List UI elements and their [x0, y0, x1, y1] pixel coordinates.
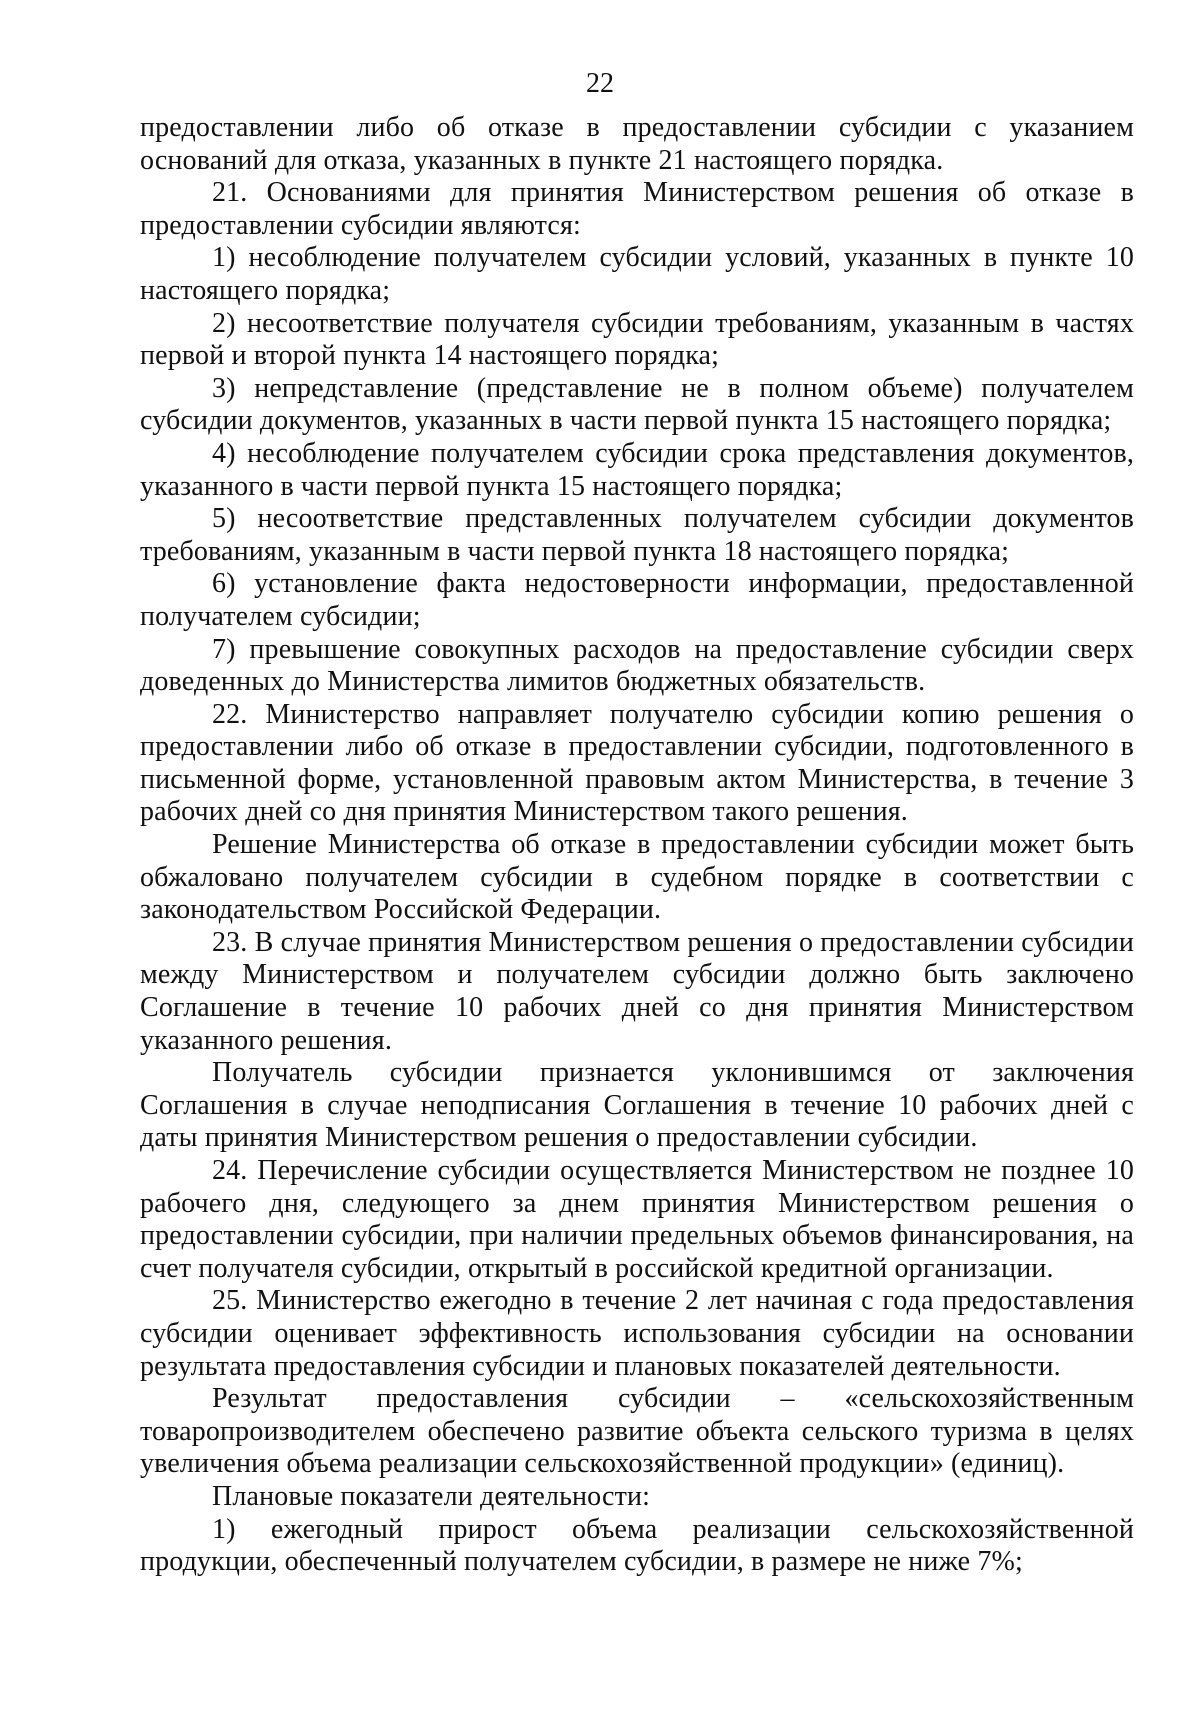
paragraph: 2) несоответствие получателя субсидии требованиям, указанным в частях первой и второй пункта 14 настоящего порядка;: [140, 307, 1134, 372]
paragraph: 6) установление факта недостоверности информации, предоставленной получателем субсидии;: [140, 568, 1134, 632]
paragraph: 22. Министерство направляет получателю субсидии копию решения о предоставлении либо об отказе в предоставлении субсидии, подготовленного в письменной форме, установленной правовым актом Министерства, в течение 3 рабочих дней со дня принятия Министерством такого решения.: [140, 698, 1134, 828]
paragraph: Плановые показатели деятельности:: [212, 1480, 651, 1512]
paragraph: Получатель субсидии признается уклонившимся от заключения Соглашения в случае неподписания Соглашения в течение 10 рабочих дней с даты принятия Министерством решения о предоставлении субсидии.: [140, 1057, 1134, 1154]
paragraph: 23. В случае принятия Министерством решения о предоставлении субсидии между Министерством и получателем субсидии должно быть заключено Соглашение в течение 10 рабочих дней со дня принятия Министерством указанного решения.: [140, 926, 1134, 1056]
paragraph: 5) несоответствие представленных получателем субсидии документов требованиям, указанным в части первой пункта 18 настоящего порядка;: [140, 503, 1134, 567]
paragraph: 25. Министерство ежегодно в течение 2 лет начиная с года предоставления субсидии оценивает эффективность использования субсидии на основании результата предоставления субсидии и плановых показателей деятельности.: [140, 1285, 1134, 1382]
paragraph: 21. Основаниями для принятия Министерством решения об отказе в предоставлении субсидии являются:: [140, 177, 1134, 241]
page-number: 22: [586, 68, 614, 99]
paragraph: Решение Министерства об отказе в предоставлении субсидии может быть обжаловано получателем субсидии в судебном порядке в соответствии с законодательством Российской Федерации.: [140, 829, 1134, 926]
paragraph: 3) непредставление (представление не в полном объеме) получателем субсидии документов, указанных в части первой пункта 15 настоящего порядка;: [140, 372, 1134, 437]
paragraph: 1) ежегодный прирост объема реализации сельскохозяйственной продукции, обеспеченный получателем субсидии, в размере не ниже 7%;: [140, 1513, 1134, 1578]
paragraph: 7) превышение совокупных расходов на предоставление субсидии сверх доведенных до Министерства лимитов бюджетных обязательств.: [140, 633, 1134, 698]
document-body: [140, 112, 1134, 1579]
paragraph: Результат предоставления субсидии – «сельскохозяйственным товаропроизводителем обеспечено развитие объекта сельского туризма в целях увеличения объема реализации сельскохозяйственной продукции» (единиц).: [140, 1383, 1134, 1480]
paragraph: предоставлении либо об отказе в предоставлении субсидии с указанием оснований для отказа, указанных в пункте 21 настоящего порядка.: [140, 112, 1134, 176]
paragraph: 24. Перечисление субсидии осуществляется Министерством не позднее 10 рабочего дня, следующего за днем принятия Министерством решения о предоставлении субсидии, при наличии предельных объемов финансирования, на счет получателя субсидии, открытый в российской кредитной организации.: [140, 1155, 1134, 1284]
paragraph: 4) несоблюдение получателем субсидии срока представления документов, указанного в части первой пункта 15 настоящего порядка;: [140, 437, 1134, 502]
paragraph: 1) несоблюдение получателем субсидии условий, указанных в пункте 10 настоящего порядка;: [140, 242, 1134, 306]
